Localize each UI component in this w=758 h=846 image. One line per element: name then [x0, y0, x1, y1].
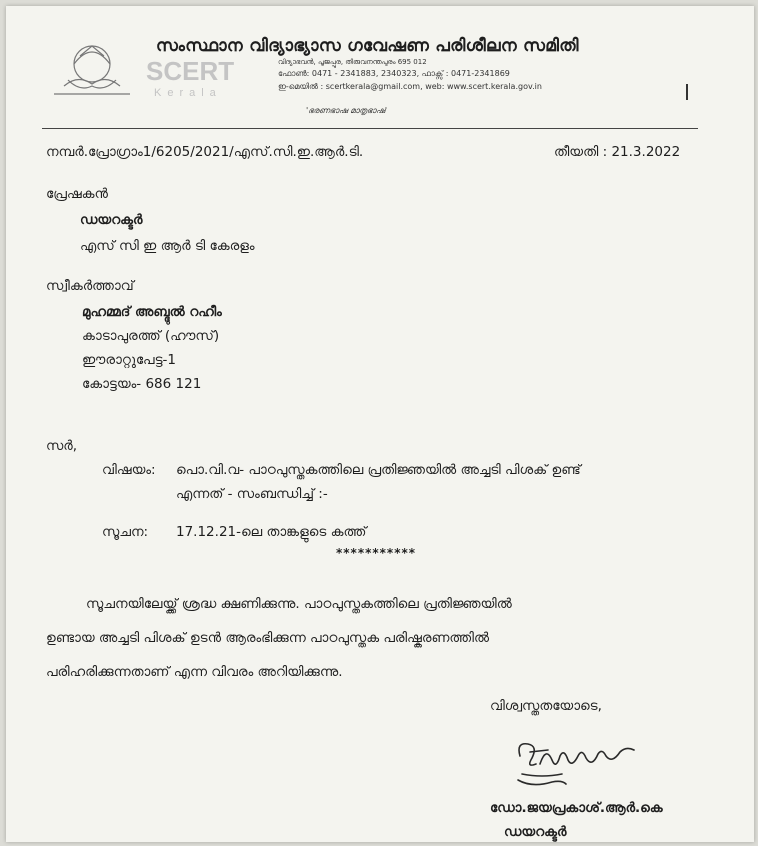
header-rule: [42, 128, 698, 129]
to-address-line-1: കാടാപുരത്ത് (ഹൗസ്): [82, 328, 220, 344]
paragraph-line-2: ഉണ്ടായ അച്ചടി പിശക് ഉടൻ ആരംഭിക്കുന്ന പാഠപുസ്തക പരിഷ്കരണത്തിൽ: [46, 630, 490, 646]
reference-text: 17.12.21-ലെ താങ്കളുടെ കത്ത്: [176, 524, 367, 540]
reference-label: സൂചന:: [102, 524, 149, 540]
to-label: സ്വീകർത്താവ്: [46, 278, 134, 294]
separator-stars: ***********: [336, 546, 417, 560]
from-name: ഡയറക്ടർ: [80, 212, 143, 228]
signer-name: ഡോ.ജയപ്രകാശ്.ആർ.കെ: [490, 800, 663, 816]
to-name: മുഹമ്മദ് അബ്ദുൽ റഹീം: [82, 304, 222, 320]
paragraph-line-1: സൂചനയിലേയ്ക്ക് ശ്രദ്ധ ക്ഷണിക്കുന്നു. പാഠപുസ്തകത്തിലെ പ്രതിജ്ഞയിൽ: [86, 596, 512, 612]
letter-date: തീയതി : 21.3.2022: [554, 144, 681, 160]
org-email: ഇ-മെയിൽ : scertkerala@gmail.com, web: www.scert.kerala.gov.in: [278, 82, 542, 91]
paragraph-line-3: പരിഹരിക്കുന്നതാണ് എന്ന വിവരം അറിയിക്കുന്നു.: [46, 664, 343, 680]
closing: വിശ്വസ്തതയോടെ,: [490, 698, 602, 714]
handwritten-signature: [502, 734, 642, 794]
subject-line-1: പൊ.വി.വ- പാഠപുസ്തകത്തിലെ പ്രതിജ്ഞയിൽ അച്ചടി പിശക് ഉണ്ട്: [176, 462, 581, 478]
salutation: സർ,: [46, 438, 78, 454]
signer-title: ഡയറക്ടർ: [504, 824, 567, 840]
org-address: വിദ്യാഭവൻ, പൂജപ്പുര, തിരുവനന്തപുരം 695 012: [278, 58, 427, 66]
to-address-line-2: ഈരാറ്റുപേട്ട-1: [82, 352, 176, 368]
letter-page: [6, 6, 754, 842]
reference-number: നമ്പർ.പ്രോഗ്രാം1/6205/2021/എസ്.സി.ഇ.ആർ.ടി.: [46, 144, 364, 160]
to-address-line-3: കോട്ടയം- 686 121: [82, 376, 202, 392]
org-name: സംസ്ഥാന വിദ്യാഭ്യാസ ഗവേഷണ പരിശീലന സമിതി: [156, 36, 579, 56]
subject-label: വിഷയം:: [102, 462, 156, 478]
motto: 'ഭരണഭാഷ മാതൃഭാഷ': [306, 106, 388, 115]
from-label: പ്രേഷകൻ: [46, 186, 108, 202]
subject-line-2: എന്നത് - സംബന്ധിച്ച് :-: [176, 486, 328, 502]
edge-mark: [686, 84, 688, 100]
from-org: എസ് സി ഇ ആർ ടി കേരളം: [80, 238, 255, 254]
svg-text:SCERT: SCERT: [146, 56, 235, 86]
org-phone: ഫോൺ: 0471 - 2341883, 2340323, ഫാക്സ് : 0471-2341869: [278, 69, 510, 78]
svg-text:Kerala: Kerala: [154, 87, 222, 99]
